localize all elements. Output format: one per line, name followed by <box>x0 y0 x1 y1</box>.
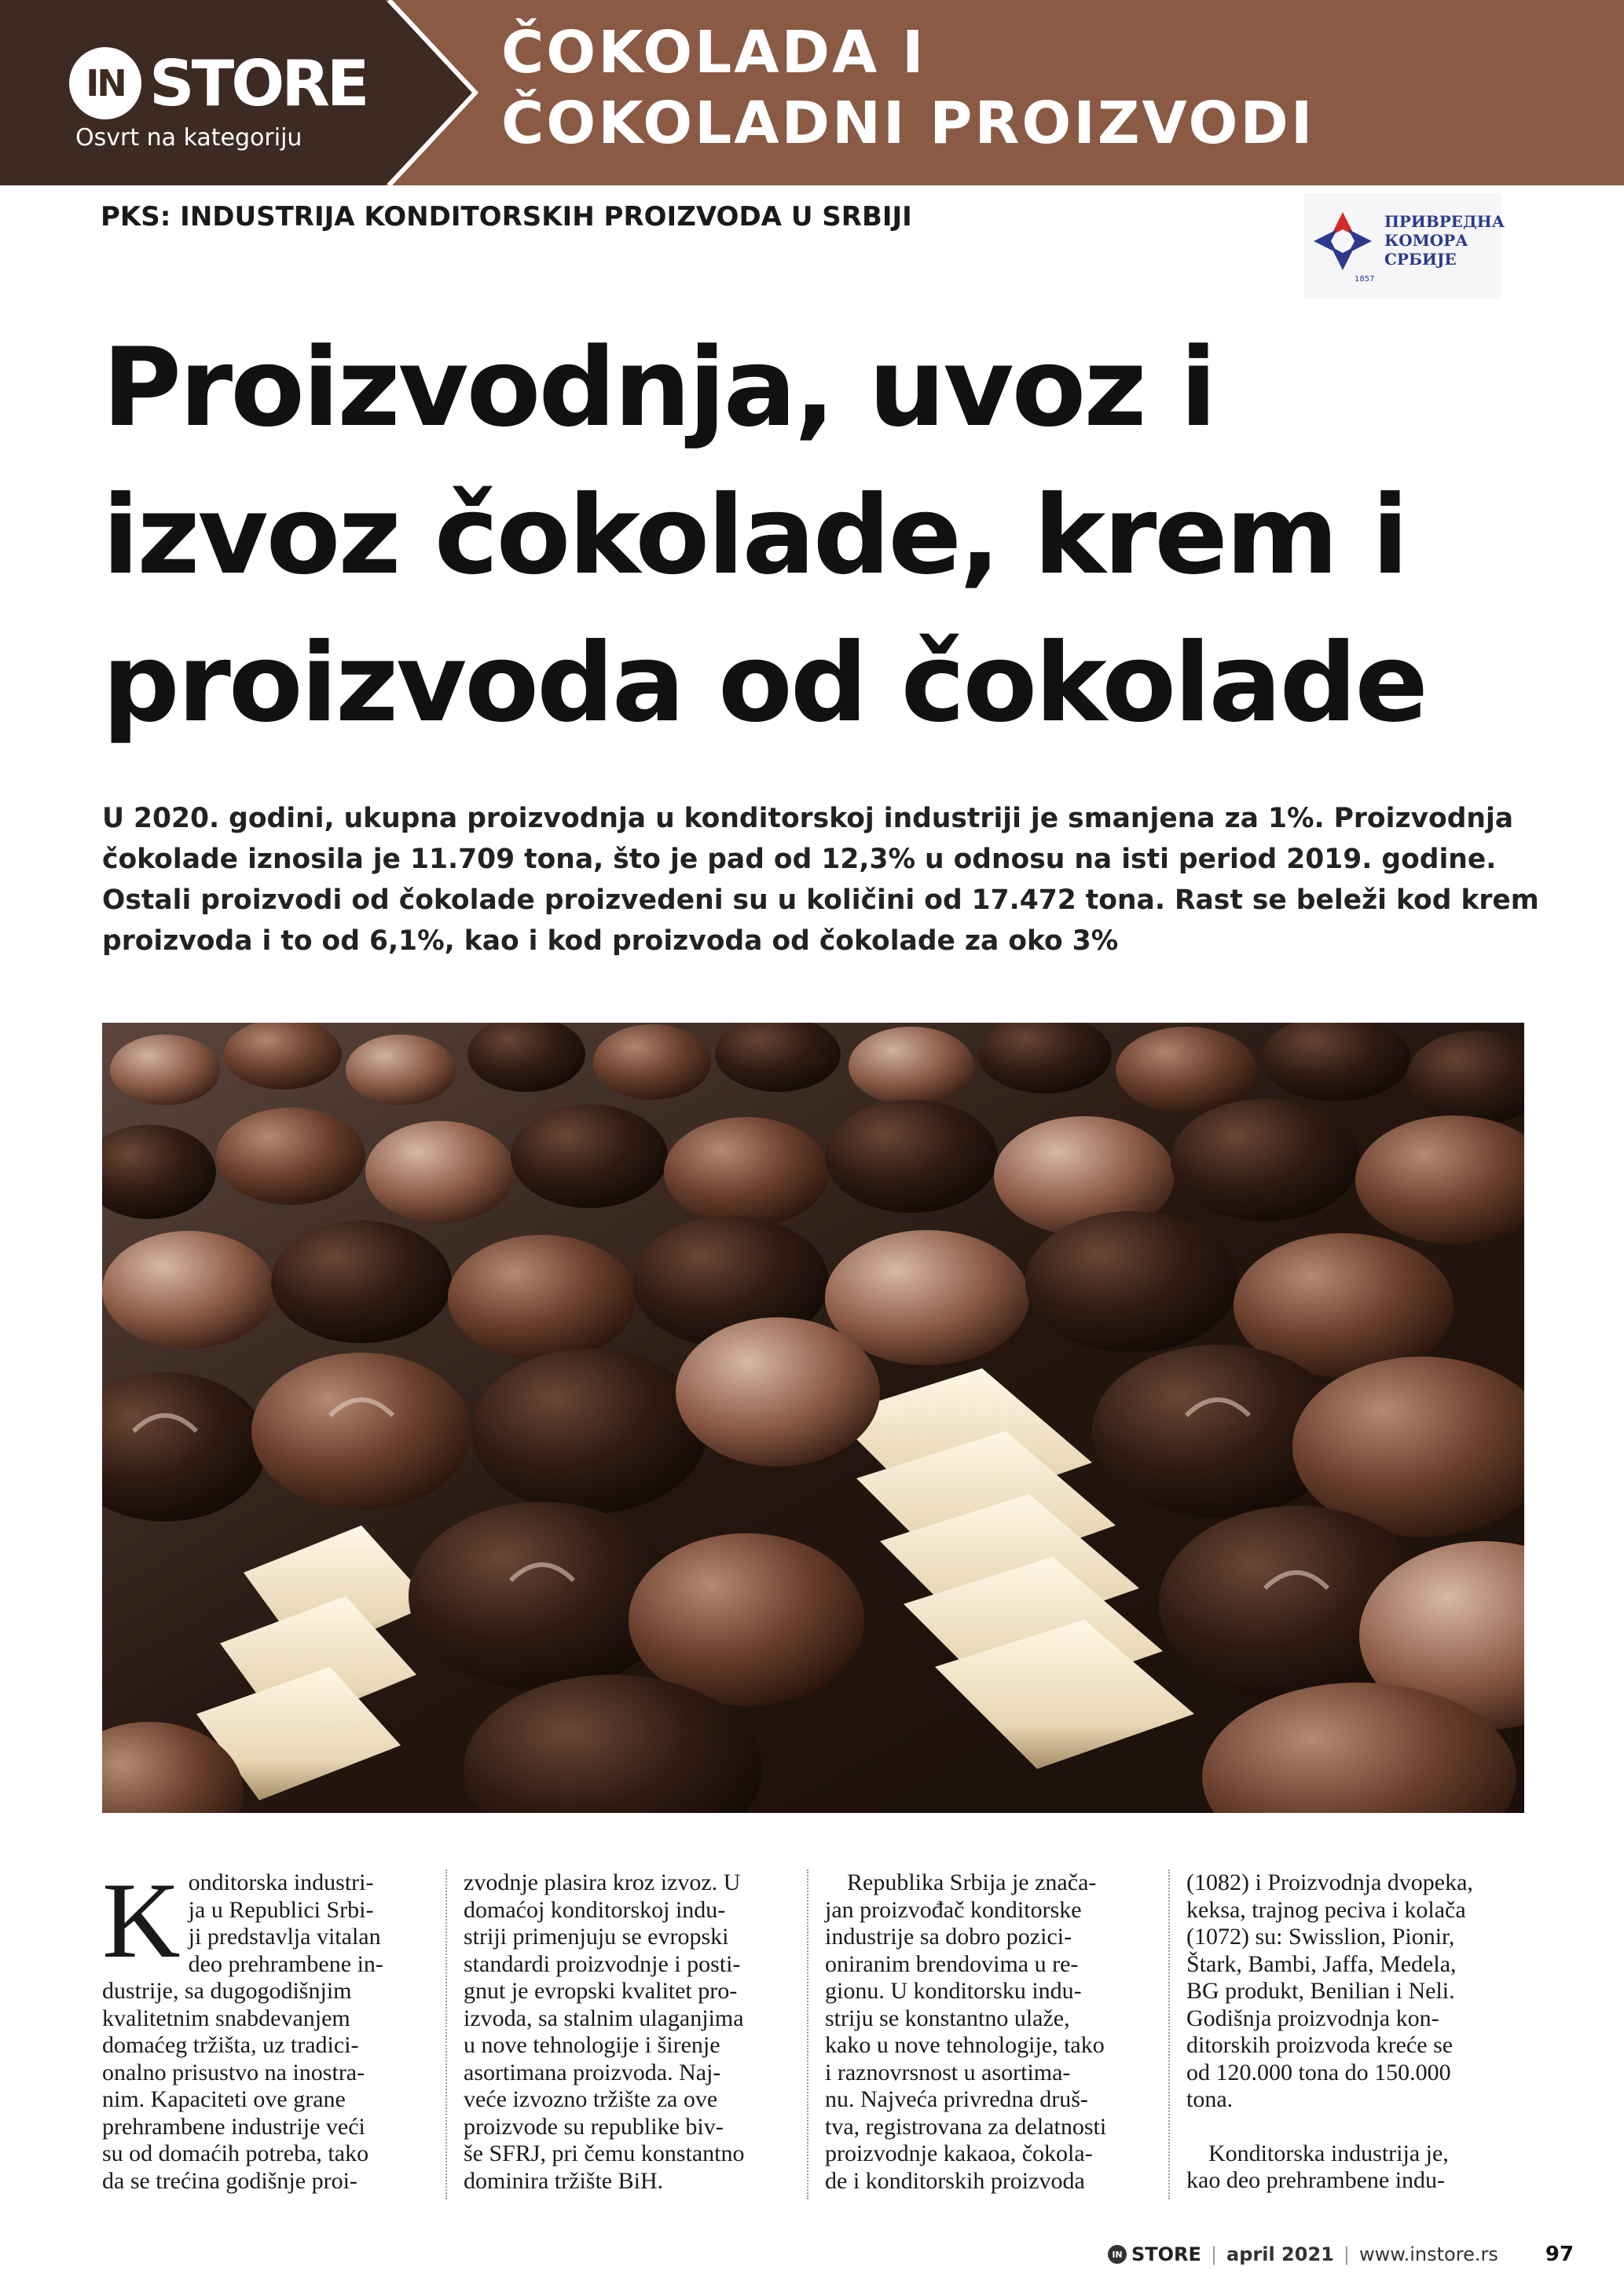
text-line: prehrambene industrije veći <box>102 2113 365 2140</box>
text-line: deo prehrambene in- <box>188 1950 383 1977</box>
text-line: Republika Srbija je znača- <box>847 1869 1097 1895</box>
text-line: onalno prisustvo na inostra- <box>102 2059 365 2085</box>
lead-line: proizvoda i to od 6,1%, kao i kod proizvoda od čokolade za oko 3% <box>102 925 1119 957</box>
footer-website[interactable]: www.instore.rs <box>1358 2243 1498 2265</box>
body-column-4 <box>1186 1869 1501 2195</box>
text-line: nim. Kapaciteti ove grane <box>102 2086 346 2112</box>
text-line: ditorskih proizvoda kreće se <box>1186 2032 1454 2058</box>
lead-line: U 2020. godini, ukupna proizvodnja u konditorskoj industriji je smanjena za 1%. Proizvodnja <box>102 803 1514 834</box>
text-line: keksa, trajnog peciva i kolača <box>1186 1896 1466 1923</box>
column-divider <box>807 1869 808 2199</box>
text-line: (1072) su: Swisslion, Pionir, <box>1186 1924 1455 1950</box>
pralines-illustration <box>102 1023 1524 1813</box>
text-line: Štark, Bambi, Jaffa, Medela, <box>1186 1950 1457 1977</box>
text-line: kako u nove tehnologije, tako <box>825 2032 1105 2058</box>
text-line: zvodnje plasira kroz izvoz. U <box>464 1869 741 1895</box>
body-column-1 <box>102 1860 416 2195</box>
text-line: gnut je evropski kvalitet pro- <box>464 1978 738 2004</box>
text-line: proizvodnje kakaoa, čokola- <box>825 2140 1093 2166</box>
text-line: (1082) i Proizvodnja dvopeka, <box>1186 1869 1473 1895</box>
footer-logo-store: STORE <box>1131 2243 1201 2265</box>
text-line: tva, registrovana za delatnosti <box>825 2113 1107 2140</box>
text-line: asortimana proizvoda. Naj- <box>464 2059 721 2085</box>
category-title <box>501 17 1314 159</box>
footer-separator: | <box>1210 2243 1218 2265</box>
text-line: u nove tehnologije i širenje <box>464 2032 720 2058</box>
lead-line: Ostali proizvodi od čokolade proizvedeni su u količini od 17.472 tona. Rast se beleži kod krem <box>102 884 1539 916</box>
category-title-line-1: ČOKOLADA I <box>501 19 926 86</box>
page-number: 97 <box>1545 2243 1575 2266</box>
headline-line-2: izvoz čokolade, krem i <box>102 472 1407 599</box>
text-line: Konditorska industrija je, <box>1208 2140 1449 2166</box>
text-line: Godišnja proizvodnja kon- <box>1186 2005 1439 2031</box>
text-line: dustrije, sa dugogodišnjim <box>102 1978 352 2004</box>
chamber-name-line-2: КОМОРА <box>1384 231 1468 250</box>
chamber-of-commerce-logo-icon <box>1307 206 1378 284</box>
footer-logo-in: IN <box>1108 2245 1127 2264</box>
text-line: onditorska industri- <box>188 1869 374 1895</box>
text-line: standardi proizvodnje i posti- <box>464 1950 741 1977</box>
text-line: veće izvozno tržište za ove <box>464 2086 718 2112</box>
text-line: še SFRJ, pri čemu konstantno <box>464 2140 745 2166</box>
text-line: kvalitetnim snabdevanjem <box>102 2005 350 2031</box>
footer-separator: | <box>1343 2243 1350 2265</box>
text-line: striju se konstantno ulaže, <box>825 2005 1070 2031</box>
chocolate-pralines-photo <box>102 1023 1524 1813</box>
headline-line-1: Proizvodnja, uvoz i <box>102 324 1215 451</box>
text-line: dominira tržište BiH. <box>464 2167 664 2194</box>
instore-logo <box>69 44 366 123</box>
text-line: striji primenjuju se evropski <box>464 1924 729 1950</box>
text-line: domaćoj konditorskoj indu- <box>464 1896 726 1923</box>
drop-cap: K <box>102 1860 181 1980</box>
chamber-year: 1857 <box>1355 275 1375 284</box>
text-line: i raznovrsnost u asortima- <box>825 2059 1071 2085</box>
text-line: BG produkt, Benilian i Neli. <box>1186 1978 1455 2004</box>
text-line: oniranim brendovima u re- <box>825 1950 1079 1977</box>
article-lead <box>102 798 1540 961</box>
text-line: da se trećina godišnje proi- <box>102 2167 357 2194</box>
footer-issue: april 2021 <box>1226 2243 1334 2265</box>
body-column-3 <box>825 1869 1139 2195</box>
text-line: nu. Najveća privredna druš- <box>825 2086 1088 2112</box>
text-line: kao deo prehrambene indu- <box>1186 2167 1446 2193</box>
section-subtitle: Osvrt na kategoriju <box>75 124 302 152</box>
paragraph-gap <box>1186 2114 1501 2140</box>
text-line: tona. <box>1186 2086 1234 2112</box>
page-footer <box>1108 2239 1574 2270</box>
text-line: industrije sa dobro pozici- <box>825 1924 1072 1950</box>
chamber-name <box>1384 212 1505 269</box>
text-line: izvoda, sa stalnim ulaganjima <box>464 2005 744 2031</box>
chevron-divider-icon <box>357 0 483 185</box>
column-divider <box>1168 1869 1170 2199</box>
text-line: od 120.000 tona do 150.000 <box>1186 2059 1451 2085</box>
text-line: jan proizvođač konditorske <box>825 1896 1082 1923</box>
text-line: ja u Republici Srbi- <box>188 1896 374 1923</box>
logo-in-badge: IN <box>69 47 141 119</box>
text-line: gionu. U konditorsku indu- <box>825 1978 1082 2004</box>
article-headline <box>102 314 1548 757</box>
body-column-2 <box>464 1869 778 2195</box>
chamber-name-line-1: ПРИВРЕДНА <box>1384 212 1505 231</box>
chamber-name-line-3: СРБИЈЕ <box>1384 250 1457 269</box>
lead-line: čokolade iznosila je 11.709 tona, što je pad od 12,3% u odnosu na isti period 2019. godine. <box>102 844 1497 875</box>
text-line: domaćeg tržišta, uz tradici- <box>102 2032 359 2058</box>
text-line: de i konditorskih proizvoda <box>825 2167 1085 2194</box>
text-line: su od domaćih potreba, tako <box>102 2140 369 2166</box>
text-line: ji predstavlja vitalan <box>188 1924 381 1950</box>
column-divider <box>445 1869 447 2199</box>
headline-line-3: proizvoda od čokolade <box>102 620 1426 746</box>
text-line: proizvode su republike biv- <box>464 2113 724 2140</box>
logo-store-text: STORE <box>149 46 367 120</box>
category-title-line-2: ČOKOLADNI PROIZVODI <box>501 90 1315 157</box>
article-kicker: PKS: INDUSTRIJA KONDITORSKIH PROIZVODA U SRBIJI <box>101 201 912 233</box>
